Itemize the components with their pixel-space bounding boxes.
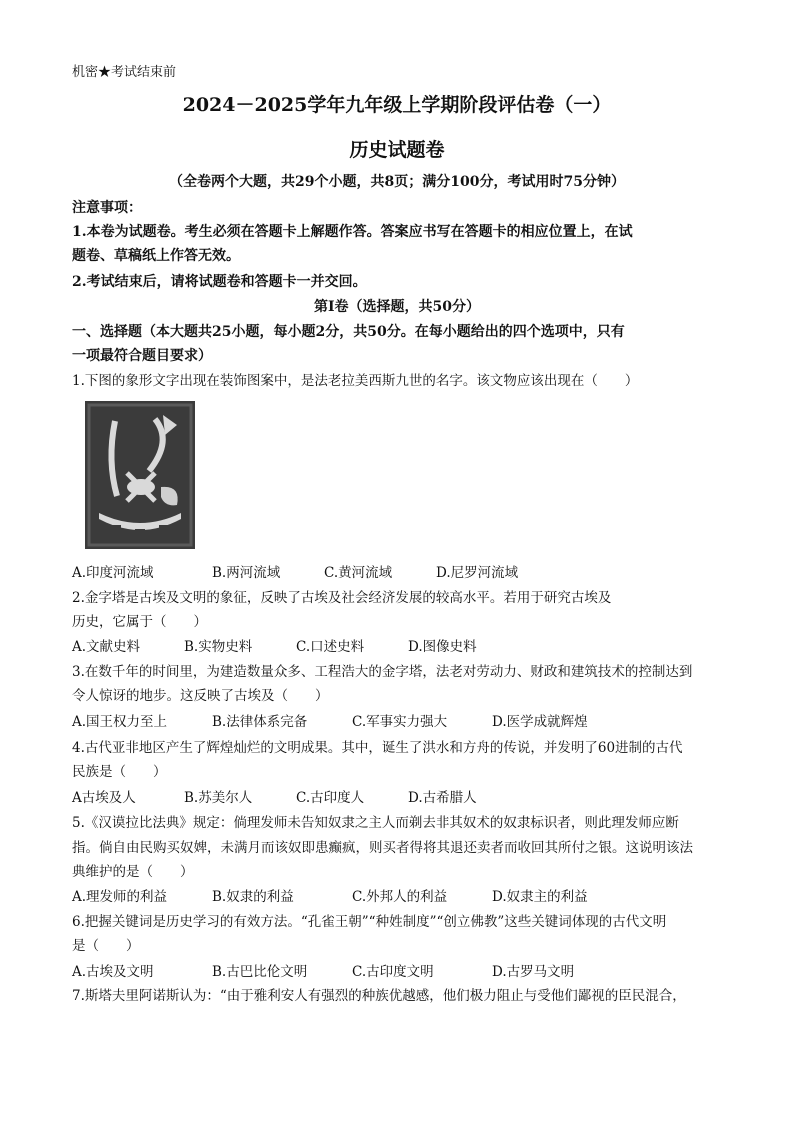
option-b[interactable]: B.法律体系完备 xyxy=(212,714,308,730)
question-3-stem-cont: 令人惊讶的地步。这反映了古埃及（ ） xyxy=(72,688,329,704)
exam-info: （全卷两个大题，共29个小题，共8页；满分100分，考试用时75分钟） xyxy=(169,174,625,190)
question-4-stem-cont: 民族是（ ） xyxy=(72,764,167,780)
hieroglyph-image xyxy=(85,401,195,549)
question-7-stem: 7.斯塔夫里阿诺斯认为：“由于雅利安人有强烈的种族优越感，他们极力阻止与受他们鄙视的臣民混合， xyxy=(72,988,686,1004)
section-instructions: 一、选择题（本大题共25小题，每小题2分，共50分。在每小题给出的四个选项中，只有 xyxy=(72,324,625,340)
section-instructions-cont: 一项最符合题目要求） xyxy=(72,348,212,364)
question-6-stem-cont: 是（ ） xyxy=(72,938,140,954)
option-a[interactable]: A.印度河流域 xyxy=(72,565,154,581)
option-a[interactable]: A古埃及人 xyxy=(72,790,136,806)
question-3-stem: 3.在数千年的时间里，为建造数量众多、工程浩大的金字塔，法老对劳动力、财政和建筑技术的控制达到 xyxy=(72,664,693,680)
option-d[interactable]: D.奴隶主的利益 xyxy=(492,889,588,905)
question-5-stem-cont-1: 指。倘自由民购买奴婢，未满月而该奴即患癫疯，则买者得将其退还卖者而收回其所付之银。这说明该法 xyxy=(72,840,693,856)
secret-mark: 机密★考试结束前 xyxy=(72,65,177,80)
subject-title: 历史试题卷 xyxy=(349,139,445,161)
option-c[interactable]: C.古印度文明 xyxy=(352,964,434,980)
option-b[interactable]: B.奴隶的利益 xyxy=(212,889,294,905)
option-a[interactable]: A.国王权力至上 xyxy=(72,714,168,730)
option-c[interactable]: C.外邦人的利益 xyxy=(352,889,448,905)
option-a[interactable]: A.古埃及文明 xyxy=(72,964,154,980)
question-2-stem-cont: 历史，它属于（ ） xyxy=(72,614,207,630)
question-4-stem: 4.古代亚非地区产生了辉煌灿烂的文明成果。其中，诞生了洪水和方舟的传说，并发明了60进制的古代 xyxy=(72,740,683,756)
exam-title: 2024－2025学年九年级上学期阶段评估卷（一） xyxy=(182,94,612,116)
option-d[interactable]: D.图像史料 xyxy=(408,639,477,655)
notice-item-1-cont: 题卷、草稿纸上作答无效。 xyxy=(72,248,240,264)
option-b[interactable]: B.两河流域 xyxy=(212,565,281,581)
option-d[interactable]: D.古希腊人 xyxy=(408,790,477,806)
option-b[interactable]: B.苏美尔人 xyxy=(184,790,253,806)
option-b[interactable]: B.古巴比伦文明 xyxy=(212,964,308,980)
option-d[interactable]: D.尼罗河流域 xyxy=(436,565,519,581)
option-d[interactable]: D.医学成就辉煌 xyxy=(492,714,588,730)
option-d[interactable]: D.古罗马文明 xyxy=(492,964,575,980)
question-5-stem: 5.《汉谟拉比法典》规定：倘理发师未告知奴隶之主人而剃去非其奴术的奴隶标识者，则此理发师应断 xyxy=(72,815,679,831)
question-6-stem: 6.把握关键词是历史学习的有效方法。“孔雀王朝”“种姓制度”“创立佛教”这些关键词体现的古代文明 xyxy=(72,914,667,930)
part-title: 第Ⅰ卷（选择题，共50分） xyxy=(313,299,481,315)
option-a[interactable]: A.文献史料 xyxy=(72,639,141,655)
option-a[interactable]: A.理发师的利益 xyxy=(72,889,168,905)
question-5-stem-cont-2: 典维护的是（ ） xyxy=(72,864,194,880)
option-c[interactable]: C.口述史料 xyxy=(296,639,365,655)
option-c[interactable]: C.军事实力强大 xyxy=(352,714,448,730)
notice-item-1: 1.本卷为试题卷。考生必须在答题卡上解题作答。答案应书写在答题卡的相应位置上，在试 xyxy=(72,224,633,240)
option-c[interactable]: C.古印度人 xyxy=(296,790,365,806)
option-c[interactable]: C.黄河流域 xyxy=(324,565,393,581)
hieroglyph-icon xyxy=(85,401,195,549)
notice-heading: 注意事项： xyxy=(72,200,142,216)
question-2-stem: 2.金字塔是古埃及文明的象征，反映了古埃及社会经济发展的较高水平。若用于研究古埃及 xyxy=(72,590,612,606)
notice-item-2: 2.考试结束后，请将试题卷和答题卡一并交回。 xyxy=(72,274,367,290)
question-1-stem: 1.下图的象形文字出现在装饰图案中，是法老拉美西斯九世的名字。该文物应该出现在（ ） xyxy=(72,373,639,389)
option-b[interactable]: B.实物史料 xyxy=(184,639,253,655)
